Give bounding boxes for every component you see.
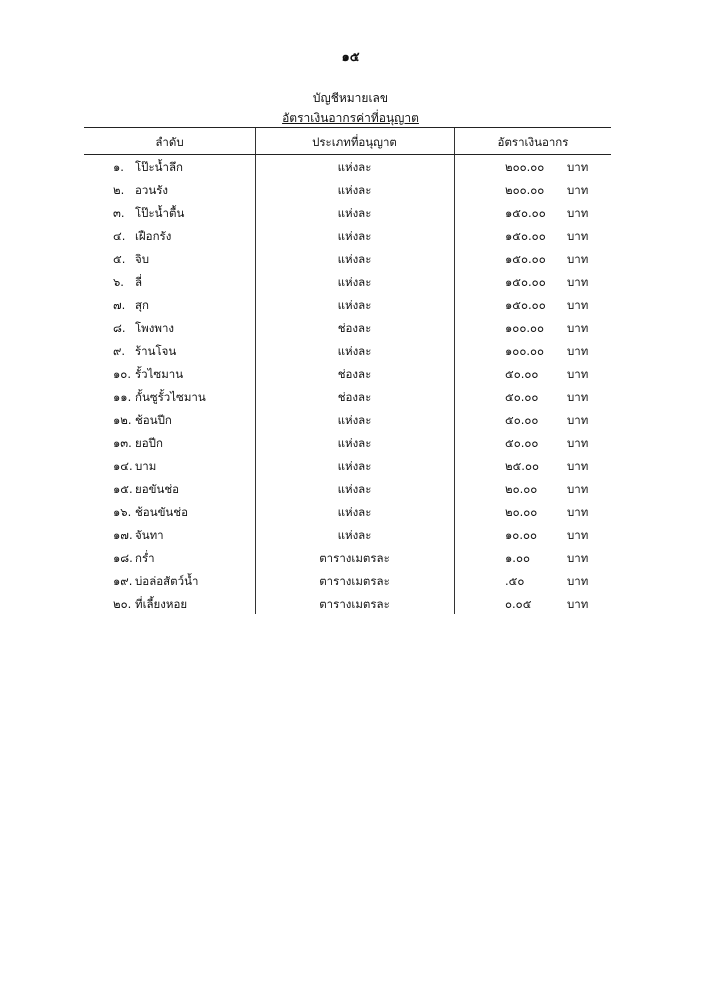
table-row [84, 408, 611, 431]
item-name: เฝือกรัง [135, 229, 172, 243]
row-number: ๑๒. [113, 413, 132, 427]
item-name: บ่อล่อสัตว์น้ำ [135, 574, 199, 588]
permit-type: แห่งละ [337, 344, 372, 358]
row-number: ๑๔. [113, 459, 133, 473]
schedule-title: บัญชีหมายเลข [312, 91, 389, 105]
table-row [84, 385, 611, 408]
fee-unit: บาท [567, 206, 589, 220]
permit-type: แห่งละ [337, 482, 372, 496]
row-number: ๑๗. [113, 528, 133, 542]
fee-amount: .๕๐ [505, 574, 525, 588]
fee-unit: บาท [567, 413, 589, 427]
fee-unit: บาท [567, 528, 589, 542]
page-number: ๑๕ [341, 50, 360, 65]
table-row [84, 592, 611, 615]
row-number: ๑๑. [113, 390, 132, 404]
permit-type: แห่งละ [337, 252, 372, 266]
item-name: สุก [135, 298, 149, 312]
header-order: ลำดับ [155, 135, 184, 149]
row-number: ๗. [113, 298, 126, 312]
table-row [84, 500, 611, 523]
header-permit-type: ประเภทที่อนุญาต [312, 135, 397, 149]
item-name: บาม [135, 459, 157, 473]
permit-type: ตารางเมตรละ [319, 574, 390, 588]
table-row [84, 339, 611, 362]
table-body [84, 155, 611, 615]
permit-type: ตารางเมตรละ [319, 597, 390, 611]
fee-unit: บาท [567, 367, 589, 381]
fee-unit: บาท [567, 344, 589, 358]
permit-type: แห่งละ [337, 298, 372, 312]
item-name: กั้นซูรั้วไซมาน [135, 390, 206, 404]
fee-unit: บาท [567, 390, 589, 404]
item-name: รั้วไซมาน [135, 367, 184, 381]
fee-amount: ๕๐.๐๐ [505, 436, 539, 450]
fee-amount: ๒๐.๐๐ [505, 482, 538, 496]
permit-type: ช่องละ [337, 367, 372, 381]
fee-unit: บาท [567, 252, 589, 266]
item-name: ยอขันช่อ [135, 482, 180, 496]
permit-type: แห่งละ [337, 206, 372, 220]
fee-amount: ๑๐๐.๐๐ [505, 321, 545, 335]
row-number: ๒๐. [113, 597, 132, 611]
row-number: ๑๖. [113, 505, 132, 519]
table-row [84, 454, 611, 477]
table-row [84, 155, 611, 178]
fee-amount: ๑๕๐.๐๐ [505, 275, 546, 289]
permit-type: ช่องละ [337, 390, 372, 404]
item-name: อวนรัง [135, 183, 169, 197]
permit-type: แห่งละ [337, 183, 372, 197]
permit-type: ตารางเมตรละ [319, 551, 390, 565]
fee-amount: ๕๐.๐๐ [505, 367, 539, 381]
table-row [84, 477, 611, 500]
fee-unit: บาท [567, 551, 589, 565]
fee-amount: ๕๐.๐๐ [505, 413, 539, 427]
fee-unit: บาท [567, 321, 589, 335]
fee-amount: ๒๐.๐๐ [505, 505, 538, 519]
item-name: โป๊ะน้ำตื้น [135, 206, 185, 220]
item-name: จันทา [135, 528, 164, 542]
fee-amount: ๑๐.๐๐ [505, 528, 538, 542]
permit-type: แห่งละ [337, 160, 372, 174]
permit-type: แห่งละ [337, 528, 372, 542]
item-name: จิบ [135, 252, 150, 266]
permit-type: แห่งละ [337, 459, 372, 473]
fee-unit: บาท [567, 183, 589, 197]
row-number: ๙. [113, 344, 126, 358]
item-name: โป๊ะน้ำลึก [135, 160, 183, 174]
fee-unit: บาท [567, 505, 589, 519]
row-number: ๖. [113, 275, 124, 289]
item-name: ช้อนขันช่อ [135, 505, 189, 519]
permit-type: ช่องละ [337, 321, 372, 335]
item-name: ที่เลี้ยงหอย [135, 597, 188, 611]
table-row [84, 431, 611, 454]
table-row [84, 178, 611, 201]
fee-unit: บาท [567, 298, 589, 312]
table-row [84, 523, 611, 546]
fee-amount: ๑.๐๐ [505, 551, 530, 565]
table-row [84, 362, 611, 385]
fee-unit: บาท [567, 574, 589, 588]
table-row [84, 546, 611, 569]
permit-type: แห่งละ [337, 505, 372, 519]
fee-amount: ๒๕.๐๐ [505, 459, 539, 473]
fee-unit: บาท [567, 436, 589, 450]
row-number: ๑๓. [113, 436, 132, 450]
fee-table [84, 127, 611, 615]
row-number: ๑๐. [113, 367, 131, 381]
schedule-subtitle-wrapper [0, 109, 701, 128]
table-row [84, 224, 611, 247]
fee-amount: ๕๐.๐๐ [505, 390, 539, 404]
fee-unit: บาท [567, 275, 589, 289]
row-number: ๑๘. [113, 551, 133, 565]
fee-unit: บาท [567, 597, 589, 611]
fee-amount: ๑๕๐.๐๐ [505, 206, 546, 220]
table-row [84, 270, 611, 293]
item-name: ยอปีก [135, 436, 163, 450]
item-name: ลี่ [135, 275, 143, 289]
row-number: ๒. [113, 183, 125, 197]
row-number: ๑๙. [113, 574, 133, 588]
permit-type: แห่งละ [337, 229, 372, 243]
fee-unit: บาท [567, 229, 589, 243]
table-row [84, 569, 611, 592]
row-number: ๘. [113, 321, 126, 335]
fee-unit: บาท [567, 482, 589, 496]
fee-amount: ๑๕๐.๐๐ [505, 229, 546, 243]
permit-type: แห่งละ [337, 275, 372, 289]
table-row [84, 293, 611, 316]
fee-amount: ๑๕๐.๐๐ [505, 252, 546, 266]
fee-amount: ๑๐๐.๐๐ [505, 344, 545, 358]
item-name: ร้านโจน [135, 344, 177, 358]
row-number: ๑. [113, 160, 124, 174]
fee-unit: บาท [567, 160, 589, 174]
fee-amount: ๒๐๐.๐๐ [505, 160, 545, 174]
item-name: กร่ำ [135, 551, 155, 565]
permit-type: แห่งละ [337, 413, 372, 427]
fee-unit: บาท [567, 459, 589, 473]
row-number: ๔. [113, 229, 126, 243]
table-row [84, 247, 611, 270]
fee-amount: ๒๐๐.๐๐ [505, 183, 545, 197]
fee-amount: ๐.๐๕ [505, 597, 532, 611]
fee-amount: ๑๕๐.๐๐ [505, 298, 546, 312]
table-row [84, 316, 611, 339]
item-name: โพงพาง [135, 321, 175, 335]
schedule-subtitle: อัตราเงินอากรค่าที่อนุญาต [282, 111, 419, 125]
permit-type: แห่งละ [337, 436, 372, 450]
row-number: ๓. [113, 206, 125, 220]
row-number: ๕. [113, 252, 126, 266]
table-header [84, 127, 611, 155]
row-number: ๑๕. [113, 482, 133, 496]
table-row [84, 201, 611, 224]
header-fee-rate: อัตราเงินอากร [497, 135, 569, 149]
item-name: ช้อนปีก [135, 413, 172, 427]
